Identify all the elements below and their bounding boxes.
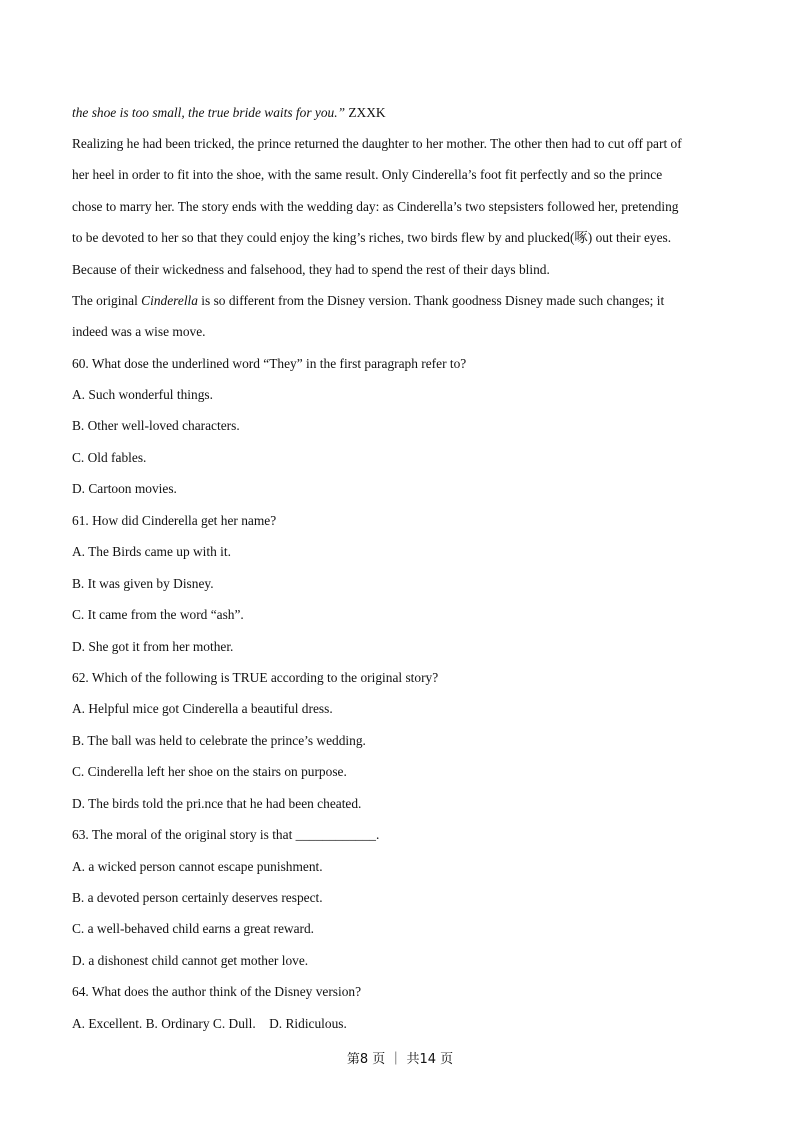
- question-60-option-d: D. Cartoon movies.: [72, 481, 177, 496]
- question-63-stem: 63. The moral of the original story is that ____________.: [72, 827, 380, 842]
- passage-line: chose to marry her. The story ends with the wedding day: as Cinderella’s two stepsisters followed her, pretending: [72, 199, 679, 214]
- page-footer: 第8 页 ｜ 共14 页: [346, 1052, 454, 1067]
- passage-final-line-2: indeed was a wise move.: [72, 324, 206, 339]
- passage-quote-tail: ZXXK: [345, 105, 386, 120]
- passage-final-post: is so different from the Disney version. Thank goodness Disney made such changes; it: [197, 293, 665, 308]
- question-61-option-c: C. It came from the word “ash”.: [72, 607, 244, 622]
- passage-line: Realizing he had been tricked, the prince returned the daughter to her mother. The other then had to cut off part of: [72, 136, 682, 151]
- passage-final-line: [72, 293, 732, 309]
- question-63-option-c: C. a well-behaved child earns a great reward.: [72, 921, 315, 936]
- question-62-stem: 62. Which of the following is TRUE according to the original story?: [72, 670, 439, 685]
- passage-line: her heel in order to fit into the shoe, with the same result. Only Cinderella’s foot fit perfectly and so the prince: [72, 167, 663, 182]
- passage-final-pre: The original: [72, 293, 142, 308]
- passage-quote-line: [72, 105, 732, 121]
- question-62-option-b: B. The ball was held to celebrate the prince’s wedding.: [72, 733, 366, 748]
- question-62-option-c: C. Cinderella left her shoe on the stairs on purpose.: [72, 764, 347, 779]
- passage-quote-italic: the shoe is too small, the true bride waits for you.”: [72, 105, 346, 120]
- question-60-option-c: C. Old fables.: [72, 450, 147, 465]
- question-62-option-d: D. The birds told the pri.nce that he had been cheated.: [72, 796, 362, 811]
- passage-final-title: Cinderella: [141, 293, 198, 308]
- question-63-option-b: B. a devoted person certainly deserves respect.: [72, 890, 323, 905]
- question-63-option-a: A. a wicked person cannot escape punishment.: [72, 859, 323, 874]
- question-64-stem: 64. What does the author think of the Disney version?: [72, 984, 362, 999]
- question-61-stem: 61. How did Cinderella get her name?: [72, 513, 277, 528]
- question-60-option-a: A. Such wonderful things.: [72, 387, 213, 402]
- question-64-options: A. Excellent. B. Ordinary C. Dull. D. Ridiculous.: [72, 1016, 347, 1031]
- question-60-stem: 60. What dose the underlined word “They” in the first paragraph refer to?: [72, 356, 467, 371]
- question-61-option-b: B. It was given by Disney.: [72, 576, 214, 591]
- passage-line: Because of their wickedness and falsehood, they had to spend the rest of their days blind.: [72, 262, 550, 277]
- question-61-option-d: D. She got it from her mother.: [72, 639, 234, 654]
- question-61-option-a: A. The Birds came up with it.: [72, 544, 231, 559]
- question-63-option-d: D. a dishonest child cannot get mother love.: [72, 953, 309, 968]
- question-60-option-b: B. Other well-loved characters.: [72, 418, 240, 433]
- question-62-option-a: A. Helpful mice got Cinderella a beautiful dress.: [72, 701, 333, 716]
- passage-line: to be devoted to her so that they could enjoy the king’s riches, two birds flew by and plucked(啄) out their eyes.: [72, 230, 672, 245]
